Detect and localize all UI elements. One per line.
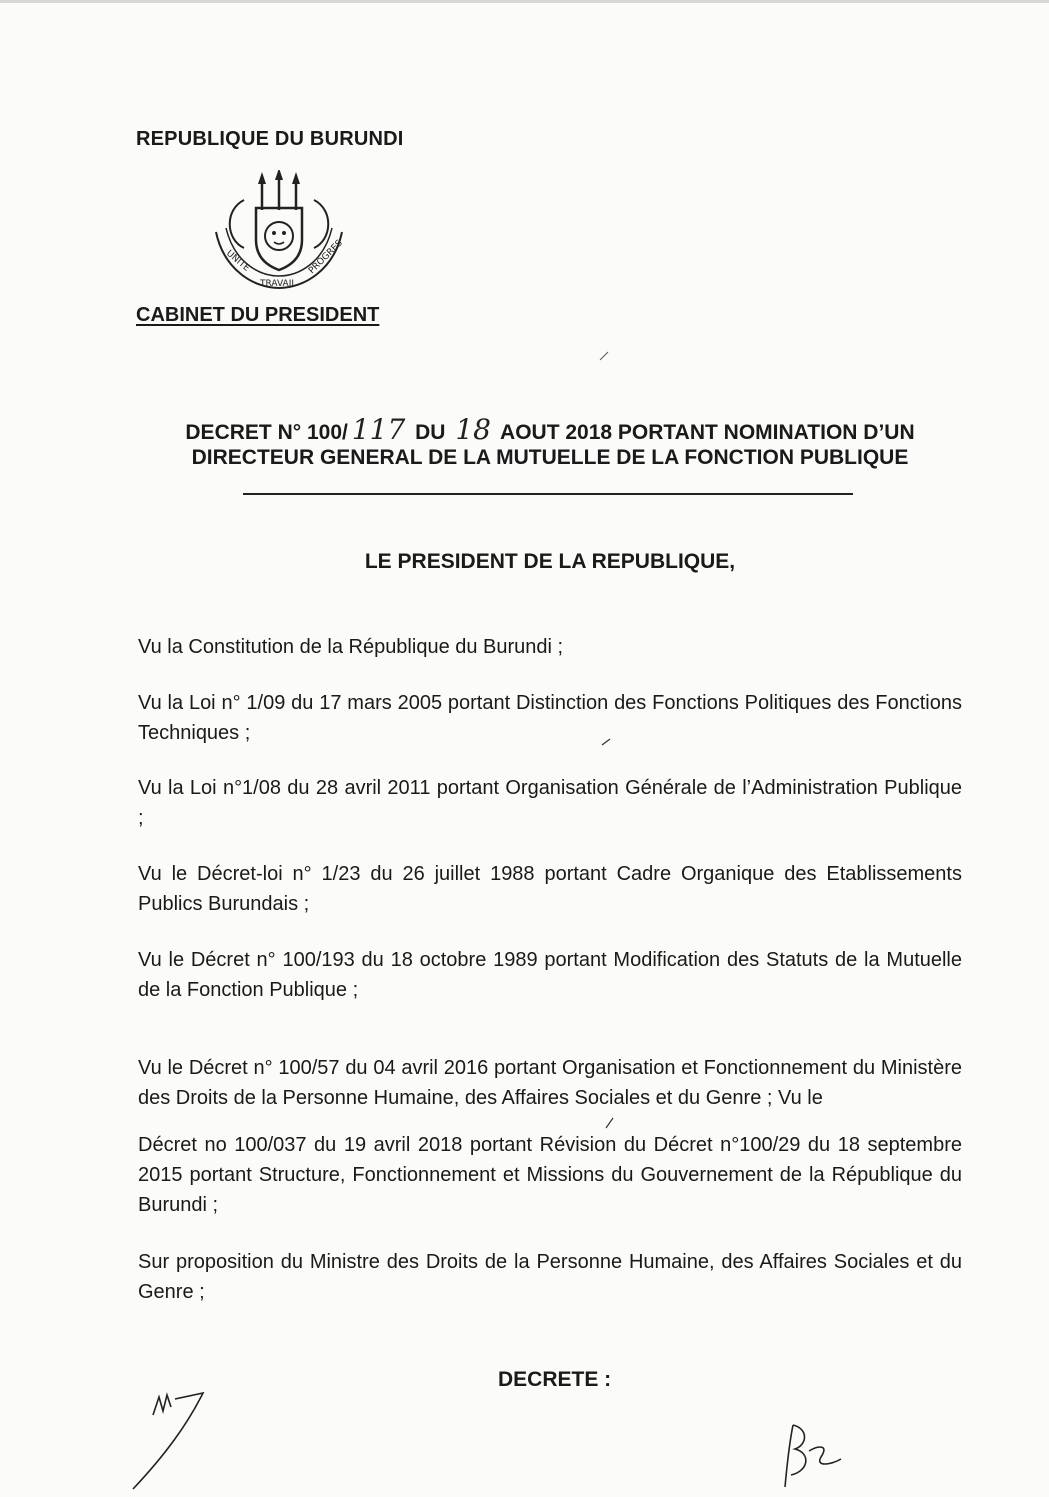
decrete-heading: DECRETE : — [498, 1368, 612, 1391]
considerant-3: Vu la Loi n°1/08 du 28 avril 2011 portant Organisation Générale de l’Administration Publique ; — [138, 777, 962, 829]
considerant-1: Vu la Constitution de la République du Burundi ; — [138, 636, 564, 658]
proposition-paragraph: Sur proposition du Ministre des Droits de la Personne Humaine, des Affaires Sociales et du Genre ; — [138, 1251, 962, 1303]
decree-title-line-2: DIRECTEUR GENERAL DE LA MUTUELLE DE LA FONCTION PUBLIQUE — [191, 446, 909, 469]
pen-tick-mark — [600, 735, 612, 747]
considerant-6: Vu le Décret n° 100/57 du 04 avril 2016 portant Organisation et Fonctionnement du Ministère des Droits de la Personne Humaine, des Affaires Sociales et du Genre ; Vu le — [138, 1057, 962, 1109]
handwritten-decree-number: 117 — [351, 413, 406, 446]
handwritten-initials-right — [775, 1415, 855, 1497]
handwritten-initials-left — [125, 1385, 215, 1497]
considerant-2: Vu la Loi n° 1/09 du 17 mars 2005 portant Distinction des Fonctions Politiques des Fonctions Techniques ; — [138, 692, 962, 744]
decree-title-line-1 — [140, 413, 960, 447]
page-top-edge — [0, 0, 1049, 3]
coat-of-arms-emblem — [204, 170, 354, 300]
country-header: REPUBLIQUE DU BURUNDI — [136, 128, 404, 150]
president-heading: LE PRESIDENT DE LA REPUBLIQUE, — [364, 550, 736, 573]
decree-du: DU — [415, 421, 446, 444]
title-divider — [243, 493, 853, 495]
pen-tick-mark — [598, 350, 610, 362]
handwritten-decree-day: 18 — [455, 413, 491, 446]
decree-title-rest: AOUT 2018 PORTANT NOMINATION D’UN — [500, 421, 915, 444]
pen-tick-mark — [604, 1116, 616, 1130]
considerant-4: Vu le Décret-loi n° 1/23 du 26 juillet 1988 portant Cadre Organique des Etablissements Publics Burundais ; — [138, 863, 962, 915]
motto-word-1: UNITE — [224, 248, 252, 274]
considerant-5: Vu le Décret n° 100/193 du 18 octobre 1989 portant Modification des Statuts de la Mutuelle de la Fonction Publique ; — [138, 949, 962, 1001]
cabinet-header: CABINET DU PRESIDENT — [136, 304, 380, 326]
decree-number-prefix: DECRET N° 100/ — [185, 421, 348, 444]
motto-word-2: TRAVAIL — [260, 279, 297, 289]
considerant-7: Décret no 100/037 du 19 avril 2018 portant Révision du Décret n°100/29 du 18 septembre 2015 portant Structure, Fonctionnement et Missions du Gouvernement de la République du Burundi ; — [138, 1134, 962, 1216]
motto-word-3: PROGRES — [307, 238, 345, 277]
